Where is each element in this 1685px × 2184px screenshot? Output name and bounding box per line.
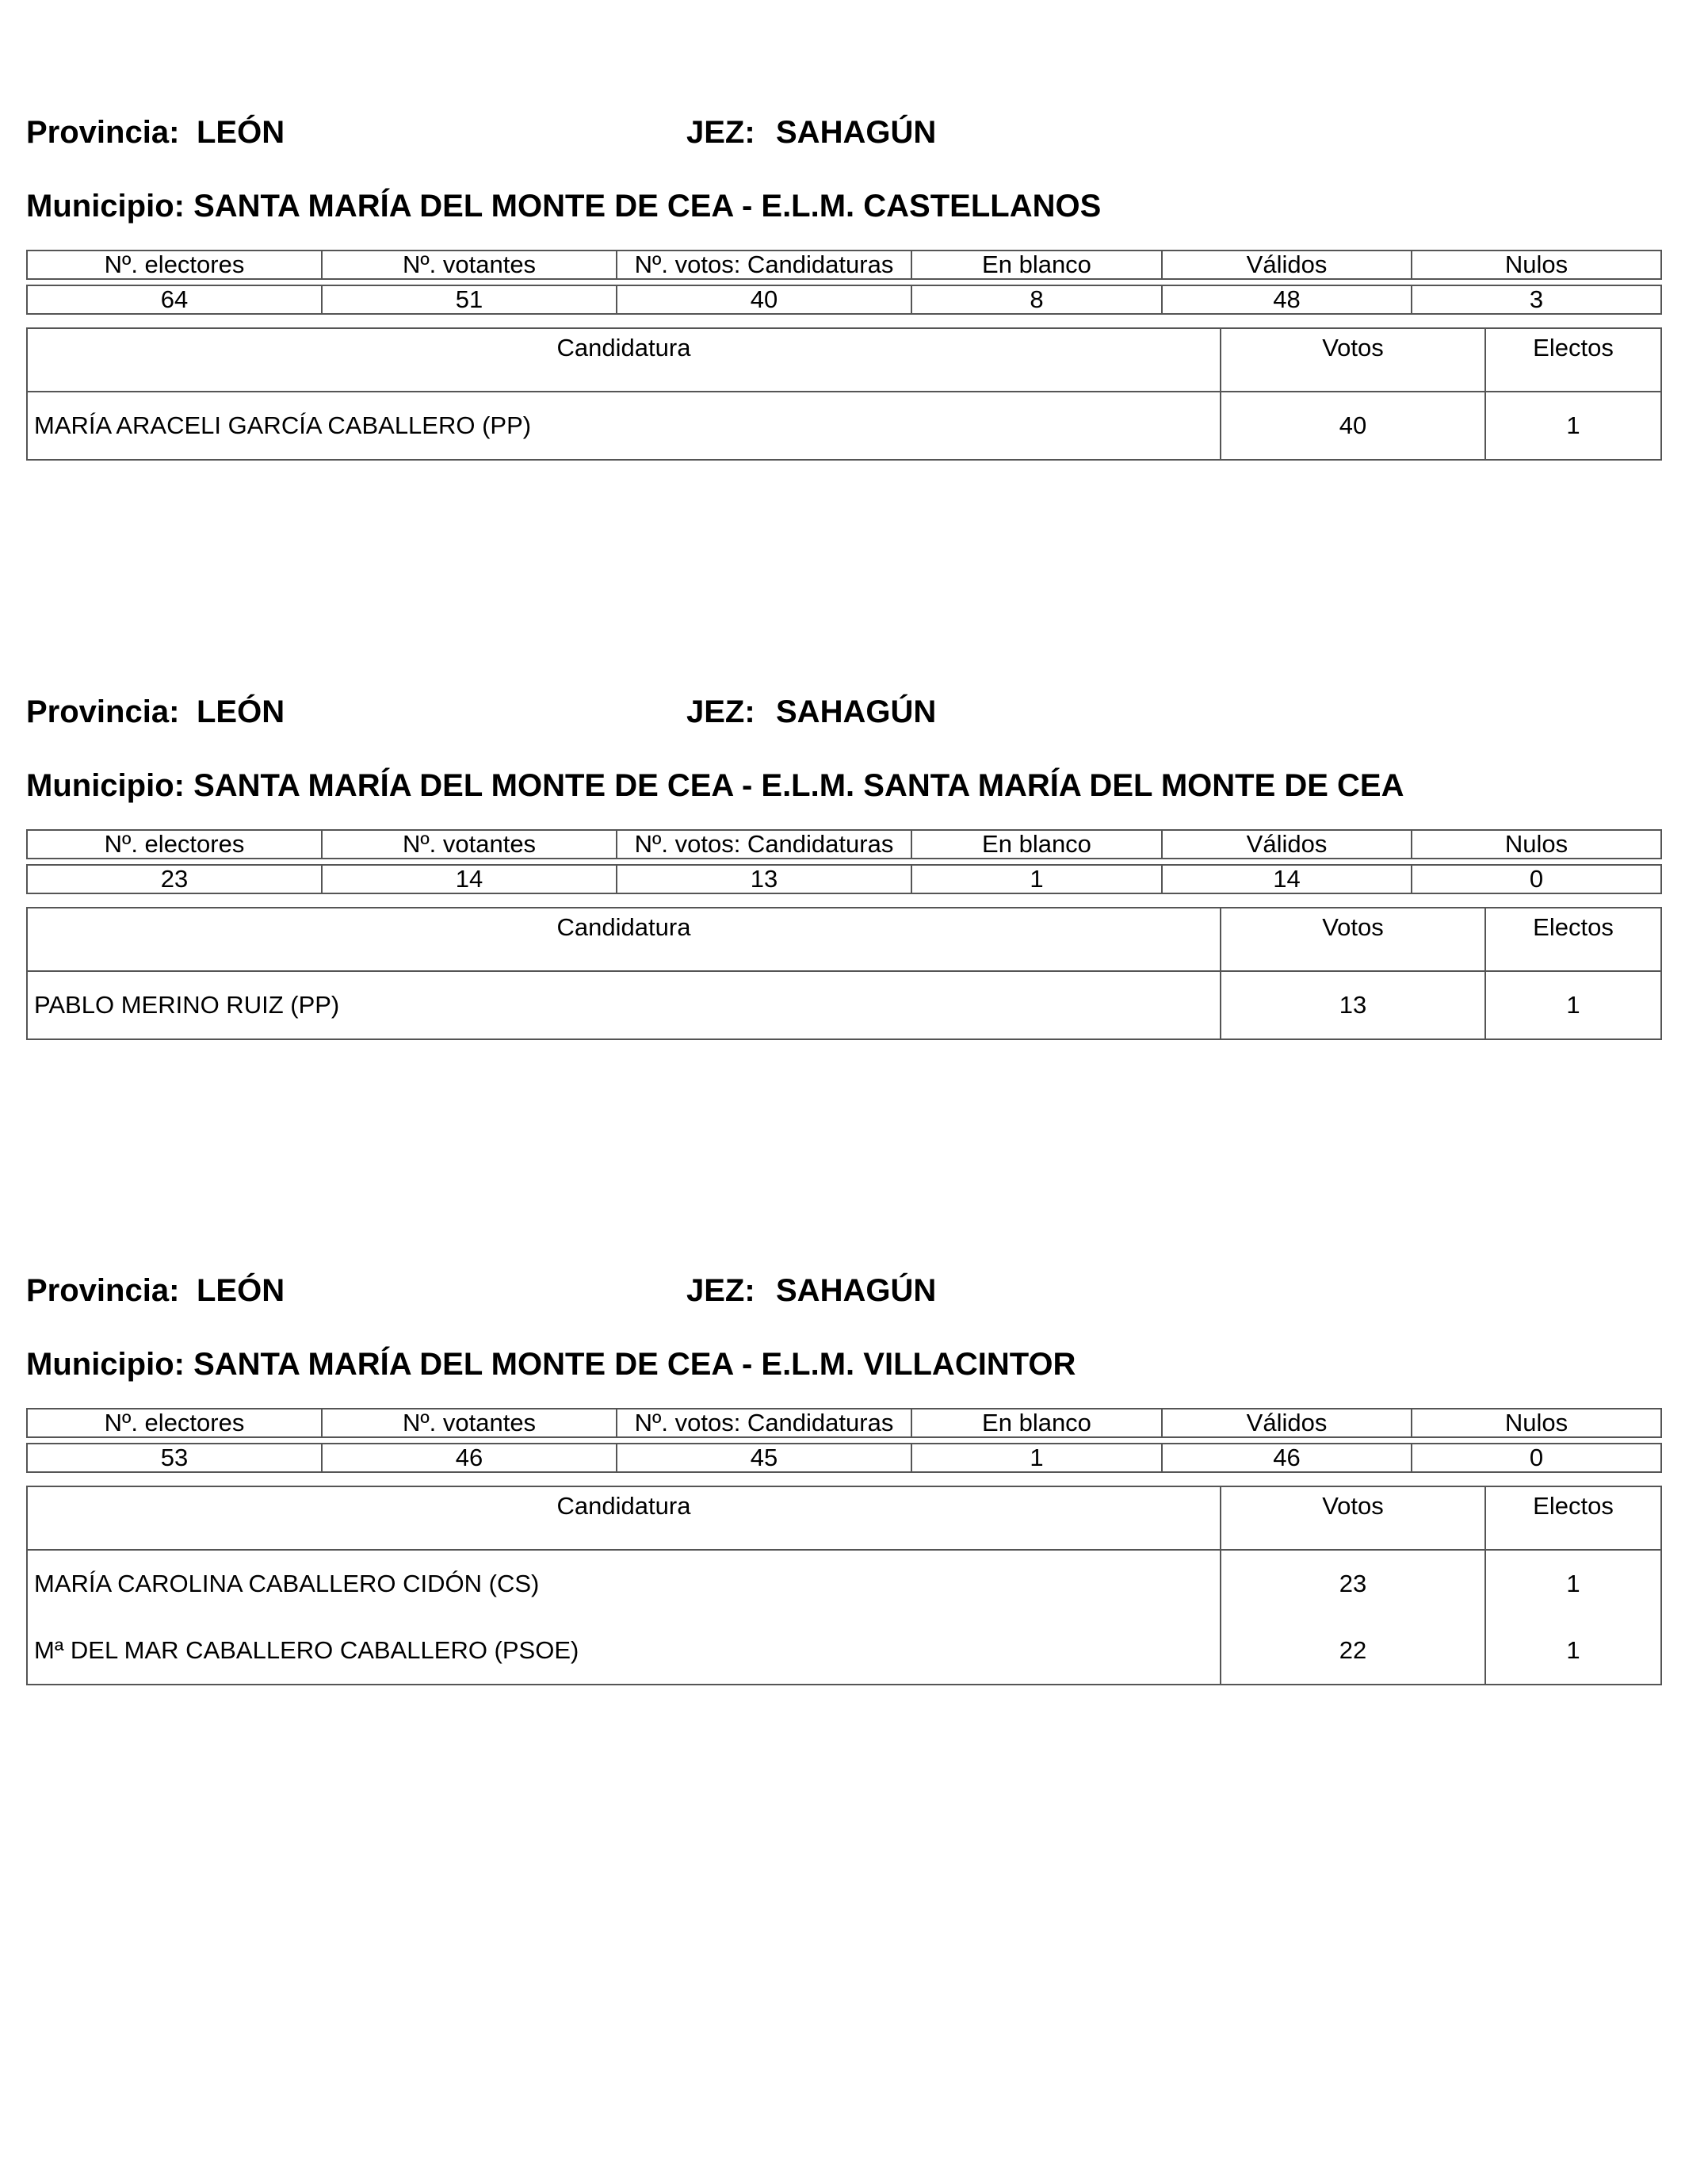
- votos-header: Votos: [1221, 908, 1485, 971]
- stats-header-cell: En blanco: [911, 251, 1162, 279]
- provincia-value: LEÓN: [197, 115, 285, 150]
- candidates-header-row: [27, 908, 1661, 971]
- jez-label: JEZ:: [686, 115, 755, 150]
- provincia-value: LEÓN: [197, 1273, 285, 1308]
- jez-label: JEZ:: [686, 694, 755, 729]
- candidate-row: [27, 971, 1661, 1039]
- header-row: [26, 692, 1659, 732]
- votos-header: Votos: [1221, 328, 1485, 392]
- jez-value: SAHAGÚN: [776, 115, 937, 150]
- provincia-value: LEÓN: [197, 694, 285, 729]
- stats-value-cell: 13: [617, 865, 911, 893]
- jez-value: SAHAGÚN: [776, 1273, 937, 1308]
- candidate-votos: 40: [1221, 392, 1485, 460]
- provincia-label: Provincia:: [26, 1273, 180, 1308]
- municipio-heading: [26, 1344, 1659, 1384]
- stats-header-cell: Válidos: [1162, 830, 1412, 859]
- candidate-electos: 1: [1485, 1550, 1661, 1617]
- stats-value-cell: 46: [1162, 1444, 1412, 1472]
- stats-header-cell: Nº. electores: [27, 1409, 322, 1437]
- stats-header-cell: Nº. votos: Candidaturas: [617, 1409, 911, 1437]
- stats-value-cell: 0: [1412, 1444, 1661, 1472]
- stats-value-cell: 0: [1412, 865, 1661, 893]
- stats-header-cell: Nº. votantes: [322, 830, 617, 859]
- stats-header-cell: Válidos: [1162, 251, 1412, 279]
- candidatura-header: Candidatura: [27, 1486, 1221, 1550]
- stats-value-row: [27, 865, 1661, 893]
- municipio-heading: [26, 766, 1659, 805]
- stats-header-cell: Nº. votantes: [322, 1409, 617, 1437]
- candidates-header-row: [27, 1486, 1661, 1550]
- municipio-label: Municipio:: [26, 768, 185, 803]
- stats-value-cell: 40: [617, 285, 911, 314]
- candidates-table: [26, 1486, 1662, 1685]
- stats-header-cell: Nulos: [1412, 251, 1661, 279]
- stats-value-cell: 64: [27, 285, 322, 314]
- candidate-row: [27, 1617, 1661, 1685]
- stats-header-cell: Nº. votos: Candidaturas: [617, 251, 911, 279]
- municipio-value: SANTA MARÍA DEL MONTE DE CEA - E.L.M. VILLACINTOR: [193, 1347, 1076, 1382]
- candidate-electos: 1: [1485, 1617, 1661, 1685]
- candidates-table: [26, 327, 1662, 461]
- stats-header-cell: Nulos: [1412, 830, 1661, 859]
- stats-value-cell: 51: [322, 285, 617, 314]
- municipio-value: SANTA MARÍA DEL MONTE DE CEA - E.L.M. CASTELLANOS: [193, 189, 1102, 224]
- candidate-name: MARÍA ARACELI GARCÍA CABALLERO (PP): [27, 392, 1221, 460]
- candidates-table: [26, 907, 1662, 1040]
- stats-value-cell: 46: [322, 1444, 617, 1472]
- provincia-label: Provincia:: [26, 115, 180, 150]
- stats-header-cell: Nº. electores: [27, 251, 322, 279]
- stats-header-row: [27, 830, 1661, 859]
- candidate-electos: 1: [1485, 392, 1661, 460]
- municipio-label: Municipio:: [26, 189, 185, 224]
- stats-header-cell: En blanco: [911, 1409, 1162, 1437]
- municipio-heading: [26, 186, 1659, 226]
- municipio-label: Municipio:: [26, 1347, 185, 1382]
- votos-header: Votos: [1221, 1486, 1485, 1550]
- electos-header: Electos: [1485, 328, 1661, 392]
- stats-header-row: [27, 1409, 1661, 1437]
- candidate-row: [27, 1550, 1661, 1617]
- candidate-votos: 22: [1221, 1617, 1485, 1685]
- stats-value-cell: 48: [1162, 285, 1412, 314]
- stats-header-cell: Nº. votantes: [322, 251, 617, 279]
- stats-value-cell: 23: [27, 865, 322, 893]
- stats-header-cell: Válidos: [1162, 1409, 1412, 1437]
- stats-value-row: [27, 1444, 1661, 1472]
- stats-table: [26, 1408, 1662, 1473]
- candidate-electos: 1: [1485, 971, 1661, 1039]
- jez-value: SAHAGÚN: [776, 694, 937, 729]
- jez-label: JEZ:: [686, 1273, 755, 1308]
- electos-header: Electos: [1485, 908, 1661, 971]
- candidate-votos: 23: [1221, 1550, 1485, 1617]
- stats-header-cell: En blanco: [911, 830, 1162, 859]
- stats-value-cell: 3: [1412, 285, 1661, 314]
- municipio-value: SANTA MARÍA DEL MONTE DE CEA - E.L.M. SANTA MARÍA DEL MONTE DE CEA: [193, 768, 1404, 803]
- electos-header: Electos: [1485, 1486, 1661, 1550]
- stats-value-cell: 1: [911, 865, 1162, 893]
- candidate-votos: 13: [1221, 971, 1485, 1039]
- candidatura-header: Candidatura: [27, 328, 1221, 392]
- candidatura-header: Candidatura: [27, 908, 1221, 971]
- candidate-name: PABLO MERINO RUIZ (PP): [27, 971, 1221, 1039]
- candidate-name: MARÍA CAROLINA CABALLERO CIDÓN (CS): [27, 1550, 1221, 1617]
- stats-value-cell: 14: [322, 865, 617, 893]
- stats-value-cell: 45: [617, 1444, 911, 1472]
- stats-value-cell: 53: [27, 1444, 322, 1472]
- provincia-label: Provincia:: [26, 694, 180, 729]
- candidates-header-row: [27, 328, 1661, 392]
- header-row: [26, 1271, 1659, 1310]
- stats-header-cell: Nº. electores: [27, 830, 322, 859]
- candidate-row: [27, 392, 1661, 460]
- stats-header-row: [27, 251, 1661, 279]
- header-row: [26, 113, 1659, 152]
- stats-value-cell: 8: [911, 285, 1162, 314]
- stats-value-cell: 1: [911, 1444, 1162, 1472]
- stats-header-cell: Nulos: [1412, 1409, 1661, 1437]
- stats-value-cell: 14: [1162, 865, 1412, 893]
- stats-header-cell: Nº. votos: Candidaturas: [617, 830, 911, 859]
- stats-value-row: [27, 285, 1661, 314]
- stats-table: [26, 829, 1662, 894]
- stats-table: [26, 250, 1662, 315]
- candidate-name: Mª DEL MAR CABALLERO CABALLERO (PSOE): [27, 1617, 1221, 1685]
